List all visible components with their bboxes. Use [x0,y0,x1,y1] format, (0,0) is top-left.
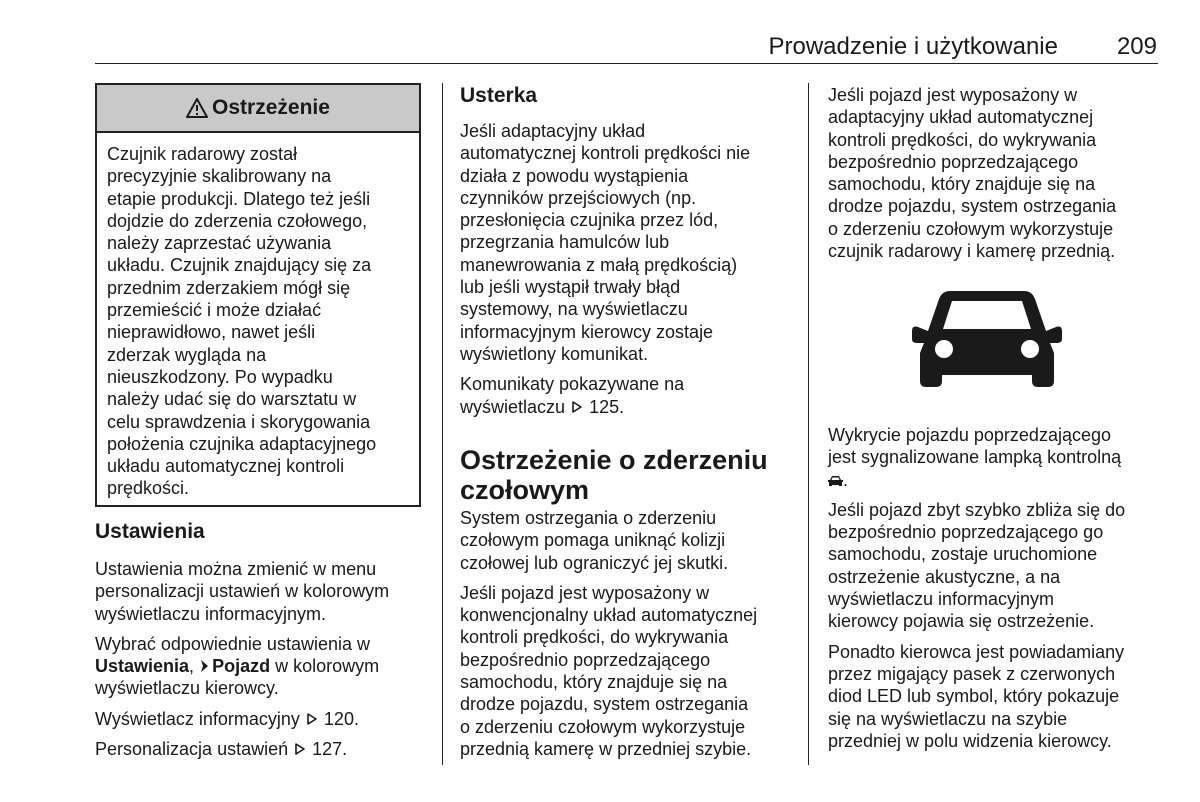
body-text: przez migający pasek z czerwonych [828,663,1116,684]
fault-text: lub jeśli wystąpił trwały błąd [460,277,681,298]
fault-text: informacyjnym kierowcy zostaje [460,321,714,342]
menu-settings-label: Ustawienia [95,656,190,677]
column-divider [442,83,443,765]
header-rule [95,63,1158,64]
warning-line: układu automatycznej kontroli [107,456,345,477]
page-reference-arrow-icon [570,400,584,414]
warning-line: układu. Czujnik znajdujący się za [107,255,372,276]
warning-line: precyzyjnie skalibrowany na [107,166,332,187]
reference-label: Personalizacja ustawień [95,739,289,760]
warning-text [97,133,419,500]
warning-line: przednim zderzakiem mógł się [107,277,351,298]
page-reference [460,396,790,418]
settings-text: wyświetlaczu informacyjnym. [95,603,327,624]
collision-text: samochodu, który znajduje się na [460,672,728,693]
settings-heading: Ustawienia [95,520,205,543]
fault-text: Jeśli adaptacyjny układ [460,121,646,141]
settings-text: Ustawienia można zmienić w menu [95,559,377,579]
punctuation: . [843,469,849,490]
body-text: samochodu, zostaje uruchomione [828,544,1098,565]
body-text: drodze pojazdu, system ostrzegania [828,196,1117,217]
warning-line: należy udać się do warsztatu w [107,389,357,410]
warning-header [97,85,419,133]
collision-heading-line: Ostrzeżenie o zderzeniu [460,445,768,475]
warning-line: prędkości. [107,478,190,499]
body-text [828,469,1158,491]
body-text: jest sygnalizowane lampką kontrolną [828,447,1122,468]
settings-text: w kolorowym [270,656,380,677]
body-text: przedniej w polu widzenia kierowcy. [828,730,1112,751]
page-number: 209 [1116,33,1157,60]
reference-page: 127. [312,739,348,760]
warning-box [95,83,421,507]
vehicle-ahead-icon [912,283,1062,398]
body-text: samochodu, który znajduje się na [828,174,1096,195]
warning-line: nieuszkodzony. Po wypadku [107,366,333,387]
collision-heading-line: czołowym [460,475,590,505]
body-text: Jeśli pojazd jest wyposażony w [828,85,1078,105]
warning-line: położenia czujnika adaptacyjnego [107,433,377,454]
body-text: wyświetlaczu informacyjnym [828,589,1055,610]
collision-text: czołowym pomaga uniknąć kolizji [460,530,726,551]
collision-text: Jeśli pojazd jest wyposażony w [460,582,710,603]
warning-line: nieprawidłowo, nawet jeśli [107,322,316,343]
body-text: się na wyświetlaczu na szybie [828,708,1068,729]
warning-line: przemieścić i może działać [107,300,322,321]
warning-line: Czujnik radarowy został [107,144,298,164]
body-text: kierowcy pojawia się ostrzeżenie. [828,611,1095,632]
settings-menu-path [95,655,423,677]
fault-text: manewrowania z małą prędkością) [460,254,738,275]
body-text: bezpośrednio poprzedzającego go [828,522,1104,543]
page-reference [95,738,423,760]
vehicle-ahead-icon [828,475,843,487]
settings-text: Wybrać odpowiednie ustawienia w [95,633,370,654]
collision-text: czołowej lub ograniczyć jej skutki. [460,552,729,573]
collision-text: System ostrzegania o zderzeniu [460,508,717,528]
warning-line: zderzak wygląda na [107,344,267,365]
page-reference [95,708,423,730]
vehicle-detected-section [828,424,1158,752]
fault-text: systemowy, na wyświetlaczu [460,299,688,320]
acc-detection-section [828,84,1158,262]
fault-text: działa z powodu wystąpienia [460,165,689,186]
page-reference-arrow-icon [305,712,319,726]
column-divider [808,83,809,765]
fault-section [460,84,790,418]
gear-arrow-icon [199,659,209,673]
collision-text: drodze pojazdu, system ostrzegania [460,694,749,715]
body-text: diod LED lub symbol, który pokazuje [828,686,1120,707]
collision-text: kontroli prędkości, do wykrywania [460,627,729,648]
warning-triangle-icon [186,98,208,118]
body-text: Wykrycie pojazdu poprzedzającego [828,425,1111,445]
body-text: Jeśli pojazd zbyt szybko zbliża się do [828,499,1126,520]
warning-line: etapie produkcji. Dlatego też jeśli [107,188,371,209]
settings-text: personalizacji ustawień w kolorowym [95,581,390,602]
vehicle-ahead-illustration [912,283,1062,398]
collision-text: bezpośrednio poprzedzającego [460,649,711,670]
page-reference-arrow-icon [293,742,307,756]
warning-line: dojdzie do zderzenia czołowego, [107,210,368,231]
reference-label: wyświetlaczu [460,396,566,417]
body-text: o zderzeniu czołowym wykorzystuje [828,218,1114,239]
collision-text: o zderzeniu czołowym wykorzystuje [460,716,746,737]
fault-text: czynników przejściowych (np. [460,187,697,208]
collision-text: konwencjonalny układ automatycznej [460,605,758,626]
reference-page: 120. [323,708,359,729]
reference-page: 125. [589,396,625,417]
body-text: kontroli prędkości, do wykrywania [828,129,1097,150]
page-title: Prowadzenie i użytkowanie [768,33,1058,60]
collision-text: przednią kamerę w przedniej szybie. [460,738,752,759]
reference-label: Wyświetlacz informacyjny [95,708,300,729]
warning-line: celu sprawdzenia i skorygowania [107,411,371,432]
settings-text: wyświetlaczu kierowcy. [95,678,279,699]
fault-text: wyświetlony komunikat. [460,343,649,364]
body-text: czujnik radarowy i kamerę przednią. [828,241,1116,262]
fault-text: przegrzania hamulców lub [460,232,670,253]
warning-line: należy zaprzestać używania [107,233,332,254]
separator: , [189,656,200,677]
fault-heading: Usterka [460,84,538,107]
body-text: bezpośrednio poprzedzającego [828,151,1079,172]
collision-section [460,445,790,760]
body-text: Ponadto kierowca jest powiadamiany [828,641,1125,662]
fault-text: automatycznej kontroli prędkości nie [460,143,751,164]
settings-section [95,520,423,760]
fault-text: przesłonięcia czujnika przez lód, [460,210,719,231]
menu-vehicle-label: Pojazd [212,656,271,677]
fault-text: Komunikaty pokazywane na [460,374,685,395]
body-text: adaptacyjny układ automatycznej [828,107,1094,128]
body-text: ostrzeżenie akustyczne, a na [828,566,1061,587]
warning-title: Ostrzeżenie [212,96,330,119]
